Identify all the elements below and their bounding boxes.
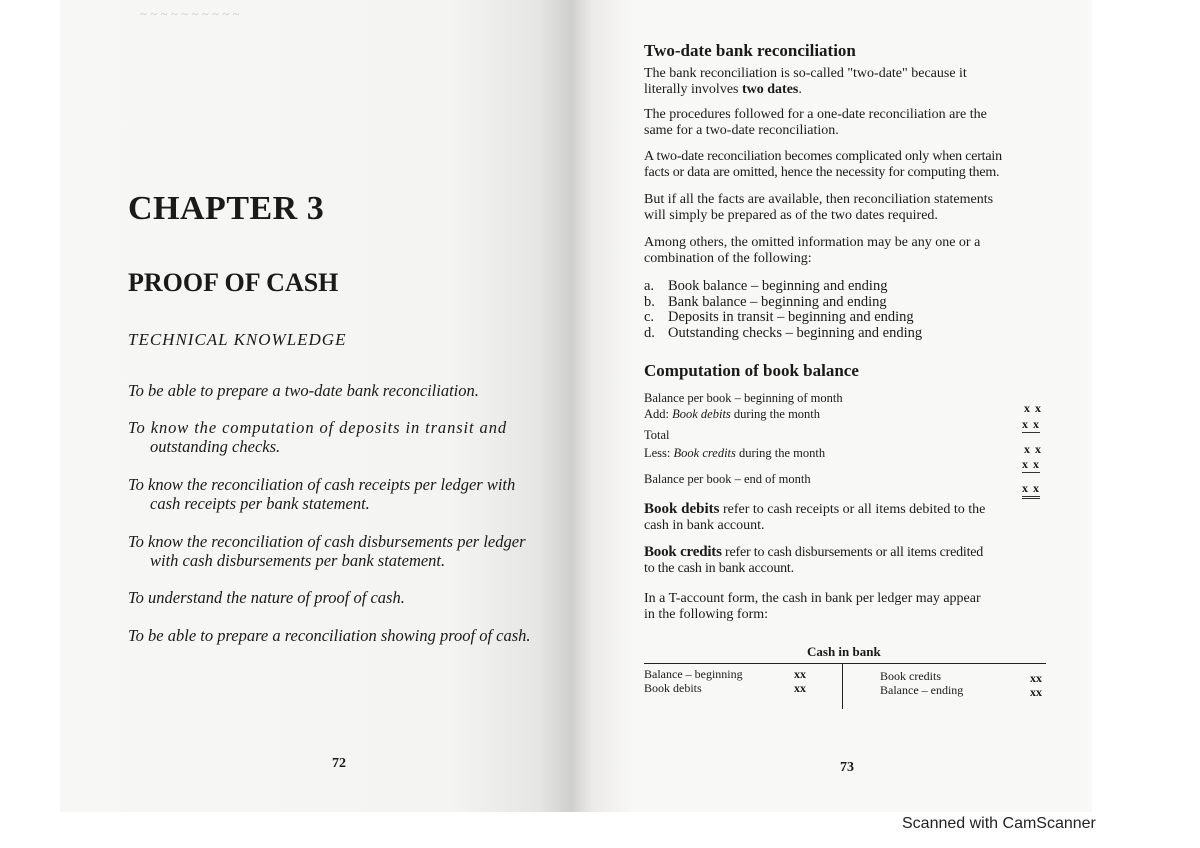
list-item — [644, 279, 922, 295]
page-number: 73 — [840, 760, 854, 775]
paragraph-line — [644, 545, 983, 561]
list-text: Book balance – beginning and ending — [668, 278, 888, 294]
list-text: Deposits in transit – beginning and ending — [668, 309, 914, 325]
paragraph-line: will simply be prepared as of the two dates required. — [644, 207, 938, 223]
objective-item — [128, 418, 507, 456]
amount-placeholder: x x — [1022, 417, 1040, 431]
row-suffix: during the month — [730, 407, 821, 421]
paragraph-line: to the cash in bank account. — [644, 560, 794, 576]
t-account-credit-side — [880, 669, 963, 697]
paragraph — [644, 107, 987, 138]
credit-label: Balance – ending — [880, 683, 964, 697]
section-heading: Two-date bank reconciliation — [644, 41, 856, 60]
objective-item — [128, 381, 479, 400]
objective-line: cash receipts per bank statement. — [150, 494, 370, 513]
paragraph-line — [644, 82, 967, 98]
paragraph — [644, 192, 993, 223]
row-term: Book debits — [672, 407, 731, 421]
list-letter: a. — [644, 278, 655, 294]
paragraph — [644, 149, 1002, 180]
paragraph-line: cash in bank account. — [644, 517, 765, 533]
bleed-through-text: ~ ~ ~ ~ ~ ~ ~ ~ ~ ~ — [140, 6, 240, 21]
paragraph-line: But if all the facts are available, then reconciliation statements — [644, 192, 994, 207]
t-account-debit-side — [644, 667, 743, 695]
defined-term: Book debits — [644, 501, 720, 517]
credit-label: Book credits — [880, 669, 941, 683]
computation-row-less — [644, 446, 825, 461]
list-item — [644, 295, 922, 311]
t-account — [644, 644, 1046, 710]
paragraph-line: In a T-account form, the cash in bank per ledger may appear — [644, 591, 981, 606]
objective-item — [128, 626, 531, 645]
paragraph-text: . — [798, 81, 802, 97]
paragraph-line: same for a two-date reconciliation. — [644, 122, 839, 138]
defined-term: Book credits — [644, 544, 722, 560]
book-credits-definition — [644, 545, 983, 576]
objective-line: To know the reconciliation of cash receipts per ledger with — [128, 475, 516, 494]
section-subtitle: TECHNICAL KNOWLEDGE — [128, 330, 347, 349]
row-prefix: Add: — [644, 407, 673, 421]
list-text: Outstanding checks – beginning and ending — [668, 324, 923, 341]
scanner-watermark: Scanned with CamScanner — [902, 815, 1096, 832]
objective-line: To know the reconciliation of cash disbursements per ledger — [128, 532, 526, 551]
row-suffix: during the month — [735, 446, 826, 460]
list-text: Bank balance – beginning and ending — [668, 293, 887, 310]
objective-item — [128, 532, 526, 570]
paragraph-line: A two-date reconciliation becomes complicated only when certain — [644, 149, 1002, 164]
paragraph-line — [644, 502, 985, 518]
book-debits-definition — [644, 502, 985, 533]
chapter-heading: CHAPTER 3 — [128, 190, 325, 227]
credit-amount: xx — [1030, 671, 1042, 685]
objective-line: outstanding checks. — [150, 437, 281, 456]
paragraph-line: The procedures followed for a one-date reconciliation are the — [644, 107, 987, 122]
amount-placeholder: x x — [1022, 481, 1040, 499]
t-account-credit-amounts — [1030, 671, 1042, 699]
row-term: Book credits — [673, 446, 736, 460]
objective-line: To be able to prepare a two-date bank reconciliation. — [128, 381, 479, 400]
page-number: 72 — [332, 756, 346, 771]
list-item — [644, 310, 922, 326]
objective-line: To know the computation of deposits in transit and — [128, 418, 507, 437]
emphasis-text: two dates — [741, 81, 799, 97]
paragraph-text: literally involves — [644, 81, 742, 97]
objective-item — [128, 475, 515, 513]
computation-row-beginning: Balance per book – beginning of month — [644, 391, 843, 405]
list-letter: b. — [644, 293, 655, 310]
omitted-info-list — [644, 279, 922, 341]
objective-line: with cash disbursements per bank statement. — [150, 551, 446, 570]
computation-row-add — [644, 407, 820, 422]
amount-placeholder: x x — [1024, 442, 1042, 456]
paragraph — [644, 235, 980, 266]
computation-heading: Computation of book balance — [644, 361, 859, 380]
computation-row-total: Total — [644, 428, 670, 442]
paragraph — [644, 66, 967, 97]
chapter-title: PROOF OF CASH — [128, 268, 339, 297]
paragraph-line: The bank reconciliation is so-called "two-date" because it — [644, 66, 967, 81]
paragraph-line: facts or data are omitted, hence the necessity for computing them. — [644, 164, 1000, 180]
paragraph-line: Among others, the omitted information may be any one or a — [644, 235, 981, 250]
objective-line: To be able to prepare a reconciliation showing proof of cash. — [128, 626, 531, 645]
objective-line: To understand the nature of proof of cash. — [128, 588, 405, 607]
paragraph-text: refer to cash receipts or all items debited to the — [719, 502, 986, 517]
t-account-intro — [644, 591, 981, 622]
right-page — [572, 0, 1092, 812]
debit-label: Book debits — [644, 681, 702, 695]
t-account-title: Cash in bank — [807, 644, 881, 659]
paragraph-line: combination of the following: — [644, 250, 812, 266]
t-account-vertical-rule — [842, 663, 843, 709]
objective-item — [128, 588, 405, 607]
computation-row-ending: Balance per book – end of month — [644, 472, 811, 486]
list-letter: d. — [644, 324, 655, 341]
amount-placeholder: x x — [1024, 401, 1042, 415]
debit-label: Balance – beginning — [644, 667, 743, 681]
debit-amount: xx — [794, 667, 806, 681]
amount-placeholder: x x — [1022, 457, 1040, 471]
paragraph-text: refer to cash disbursements or all items credited — [721, 545, 984, 560]
left-page — [60, 0, 580, 812]
list-letter: c. — [644, 309, 655, 325]
paragraph-line: in the following form: — [644, 606, 769, 622]
row-prefix: Less: — [644, 446, 674, 460]
list-item — [644, 326, 922, 342]
credit-amount: xx — [1030, 685, 1042, 699]
t-account-debit-amounts — [794, 667, 806, 695]
debit-amount: xx — [794, 681, 806, 695]
t-account-horizontal-rule — [644, 663, 1046, 664]
